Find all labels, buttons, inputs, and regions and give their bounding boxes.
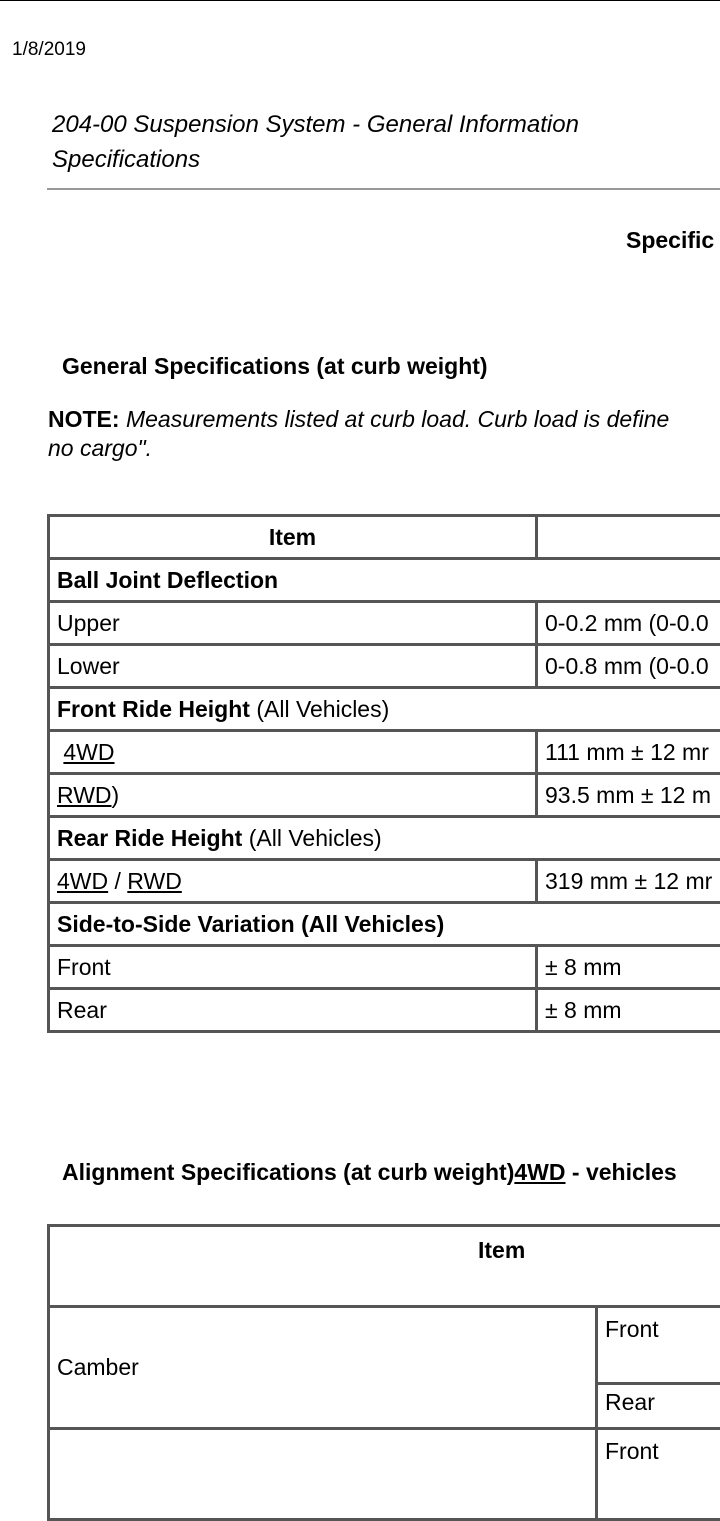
title-line-1: 204-00 Suspension System - General Information bbox=[52, 107, 579, 142]
cell-item bbox=[49, 1429, 597, 1520]
document-title bbox=[52, 107, 579, 177]
note-text-cont: no cargo". bbox=[48, 435, 152, 461]
specifications-heading: Specific bbox=[626, 227, 714, 254]
row-group-rear-ride: Rear Ride Height (All Vehicles) bbox=[49, 817, 720, 860]
table-row bbox=[49, 559, 720, 602]
note-label: NOTE: bbox=[48, 406, 120, 432]
link-4wd[interactable]: 4WD bbox=[57, 868, 108, 894]
col-header-item: Item bbox=[49, 1226, 720, 1307]
row-group-side-variation: Side-to-Side Variation (All Vehicles) bbox=[49, 903, 720, 946]
cell-value: ± 8 mm bbox=[537, 989, 720, 1032]
cell-rear: Rear bbox=[597, 1384, 720, 1429]
cell-front: Front bbox=[597, 1429, 720, 1520]
general-specifications-table bbox=[47, 514, 720, 1033]
horizontal-rule bbox=[47, 188, 720, 190]
link-rwd[interactable]: RWD bbox=[57, 782, 112, 808]
title-line-2: Specifications bbox=[52, 142, 579, 177]
cell-value: 111 mm ± 12 mr bbox=[537, 731, 720, 774]
cell-value: 0-0.8 mm (0-0.0 bbox=[537, 645, 720, 688]
table-row bbox=[49, 1307, 720, 1384]
cell-value: 93.5 mm ± 12 m bbox=[537, 774, 720, 817]
cell-item: Rear bbox=[49, 989, 537, 1032]
table-row bbox=[49, 946, 720, 989]
row-group-front-ride: Front Ride Height (All Vehicles) bbox=[49, 688, 720, 731]
table-row bbox=[49, 731, 720, 774]
general-specifications-heading: General Specifications (at curb weight) bbox=[62, 353, 488, 380]
col-header-value bbox=[537, 516, 720, 559]
table-row bbox=[49, 1429, 720, 1520]
table-row bbox=[49, 688, 720, 731]
cell-item: Upper bbox=[49, 602, 537, 645]
cell-item: 4WD / RWD bbox=[49, 860, 537, 903]
table-row bbox=[49, 989, 720, 1032]
cell-value: 0-0.2 mm (0-0.0 bbox=[537, 602, 720, 645]
row-group-ball-joint: Ball Joint Deflection bbox=[49, 559, 720, 602]
col-header-item: Item bbox=[49, 516, 537, 559]
table-row bbox=[49, 817, 720, 860]
table-row bbox=[49, 645, 720, 688]
cell-front: Front bbox=[597, 1307, 720, 1384]
note bbox=[48, 405, 669, 463]
table-row bbox=[49, 602, 720, 645]
cell-item: Lower bbox=[49, 645, 537, 688]
table-header-row bbox=[49, 1226, 720, 1307]
cell-camber: Camber bbox=[49, 1307, 597, 1429]
cell-value: ± 8 mm bbox=[537, 946, 720, 989]
cell-item: Front bbox=[49, 946, 537, 989]
table-row bbox=[49, 860, 720, 903]
table-row bbox=[49, 774, 720, 817]
alignment-specifications-table bbox=[47, 1224, 720, 1521]
table-row bbox=[49, 903, 720, 946]
link-4wd[interactable]: 4WD bbox=[63, 739, 114, 765]
print-date: 1/8/2019 bbox=[12, 39, 86, 61]
alignment-specifications-heading: Alignment Specifications (at curb weight)4WD - vehicles bbox=[62, 1159, 677, 1186]
cell-item: RWD) bbox=[49, 774, 537, 817]
link-4wd[interactable]: 4WD bbox=[514, 1159, 565, 1185]
link-rwd[interactable]: RWD bbox=[127, 868, 182, 894]
cell-value: 319 mm ± 12 mr bbox=[537, 860, 720, 903]
cell-item bbox=[49, 731, 537, 774]
table-header-row bbox=[49, 516, 720, 559]
note-text: Measurements listed at curb load. Curb load is define bbox=[120, 406, 670, 432]
